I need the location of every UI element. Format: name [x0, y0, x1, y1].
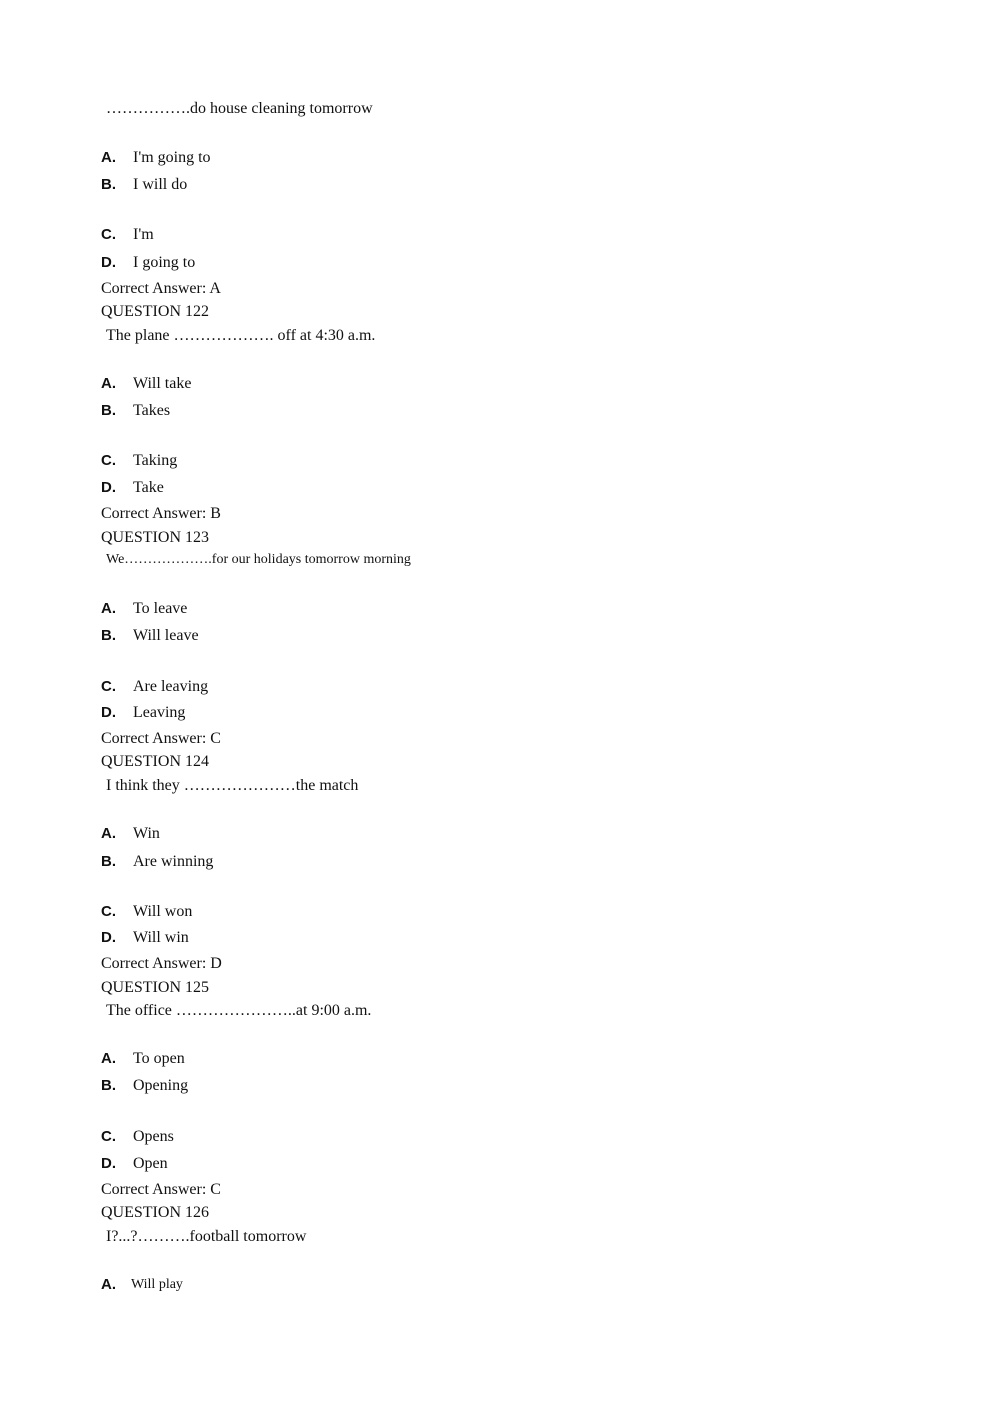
option-text: Taking	[133, 452, 178, 469]
correct-answer: Correct Answer: B	[101, 505, 221, 522]
option-text: To open	[133, 1050, 185, 1067]
option-letter: B.	[101, 627, 116, 644]
option-letter: C.	[101, 452, 116, 469]
question-stem: I?...?……….football tomorrow	[106, 1228, 307, 1245]
question-stem: The office …………………..at 9:00 a.m.	[106, 1002, 372, 1019]
option-text: Will won	[133, 903, 193, 920]
option-text: Will leave	[133, 627, 199, 644]
option-text: Win	[133, 825, 160, 842]
option-text: Take	[133, 479, 164, 496]
option-letter: A.	[101, 1050, 116, 1067]
option-text: Leaving	[133, 704, 186, 721]
option-letter: D.	[101, 254, 116, 271]
correct-answer: Correct Answer: D	[101, 955, 222, 972]
option-text: Opens	[133, 1128, 174, 1145]
option-letter: A.	[101, 600, 116, 617]
option-text: Will play	[131, 1277, 183, 1292]
option-text: Opening	[133, 1077, 189, 1094]
option-letter: A.	[101, 825, 116, 842]
option-text: I will do	[133, 176, 188, 193]
option-letter: B.	[101, 1077, 116, 1094]
question-title: QUESTION 124	[101, 753, 209, 770]
option-letter: B.	[101, 176, 116, 193]
option-letter: C.	[101, 1128, 116, 1145]
option-text: Takes	[133, 402, 171, 419]
option-text: I'm	[133, 226, 154, 243]
option-letter: A.	[101, 375, 116, 392]
correct-answer: Correct Answer: C	[101, 1181, 221, 1198]
option-letter: D.	[101, 704, 116, 721]
correct-answer: Correct Answer: A	[101, 280, 221, 297]
option-letter: A.	[101, 1276, 116, 1293]
option-text: Will win	[133, 929, 189, 946]
option-letter: C.	[101, 226, 116, 243]
option-letter: B.	[101, 853, 116, 870]
option-letter: D.	[101, 1155, 116, 1172]
question-stem: …………….do house cleaning tomorrow	[106, 100, 373, 117]
option-letter: C.	[101, 678, 116, 695]
question-stem: We……………….for our holidays tomorrow morning	[106, 552, 411, 567]
option-text: To leave	[133, 600, 188, 617]
option-text: Open	[133, 1155, 168, 1172]
question-stem: I think they …………………the match	[106, 777, 359, 794]
option-text: Are winning	[133, 853, 214, 870]
option-letter: D.	[101, 479, 116, 496]
option-letter: A.	[101, 149, 116, 166]
option-text: Will take	[133, 375, 192, 392]
option-letter: B.	[101, 402, 116, 419]
question-title: QUESTION 122	[101, 303, 209, 320]
option-text: I'm going to	[133, 149, 211, 166]
question-title: QUESTION 123	[101, 529, 209, 546]
option-letter: C.	[101, 903, 116, 920]
question-title: QUESTION 125	[101, 979, 209, 996]
option-text: Are leaving	[133, 678, 209, 695]
correct-answer: Correct Answer: C	[101, 730, 221, 747]
question-stem: The plane ………………. off at 4:30 a.m.	[106, 327, 376, 344]
option-letter: D.	[101, 929, 116, 946]
question-title: QUESTION 126	[101, 1204, 209, 1221]
option-text: I going to	[133, 254, 196, 271]
